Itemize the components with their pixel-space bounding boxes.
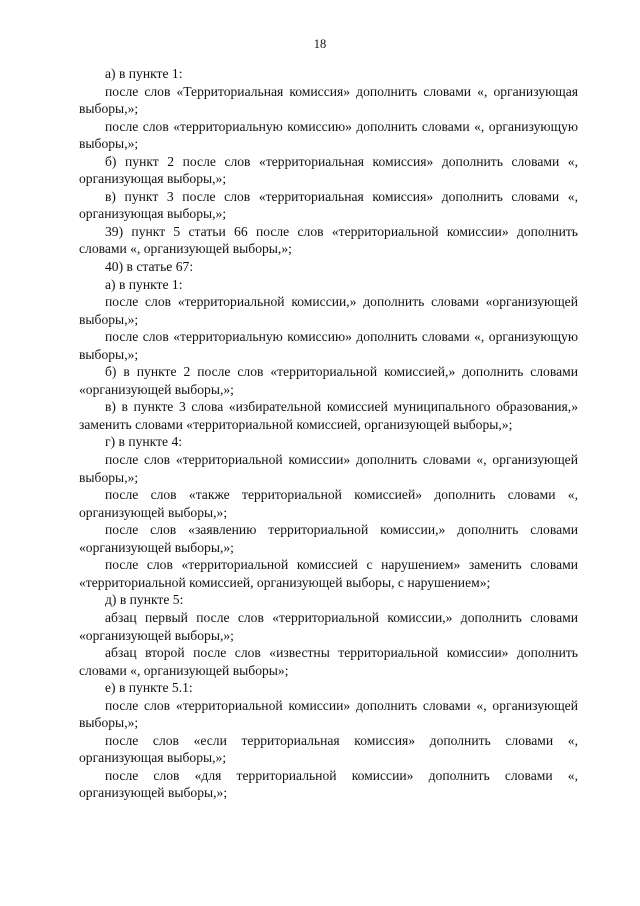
paragraph-item-40: 40) в статье 67:	[105, 259, 194, 275]
paragraph: после слов «территориальную комиссию» дополнить словами «, организующую выборы,»;	[79, 118, 578, 152]
paragraph-a-point-1: а) в пункте 1:	[105, 276, 183, 292]
paragraph: после слов «территориальной комиссии» дополнить словами «, организующей выборы,»;	[79, 452, 578, 485]
paragraph: после слов «если территориальная комиссия» дополнить словами «, организующая выборы,»;	[79, 732, 578, 766]
paragraph: после слов «территориальную комиссию» дополнить словами «, организующую выборы,»;	[79, 329, 578, 362]
page-number: 18	[313, 37, 327, 51]
document-body	[79, 65, 578, 802]
paragraph: после слов «для территориальной комиссии» дополнить словами «, организующей выборы,»;	[79, 767, 578, 801]
paragraph: после слов «территориальной комиссией с нарушением» заменить словами «территориальной комиссией, организующей выборы, с нарушением»;	[79, 557, 578, 590]
paragraph: после слов «Территориальная комиссия» дополнить словами «, организующая выборы,»;	[79, 83, 578, 117]
paragraph-a-point-1: а) в пункте 1:	[105, 66, 183, 81]
paragraph-b-point-2: б) пункт 2 после слов «территориальная комиссия» дополнить словами «, организующая выборы,»;	[79, 153, 578, 187]
paragraph-v-point-3: в) в пункте 3 слова «избирательной комиссией муниципального образования,» заменить словами «территориальной комиссией, организующей выборы,»;	[79, 399, 578, 432]
paragraph-b-point-2: б) в пункте 2 после слов «территориальной комиссией,» дополнить словами «организующей выборы,»;	[79, 364, 578, 397]
paragraph: абзац второй после слов «известны территориальной комиссии» дополнить словами «, организующей выборы»;	[79, 645, 578, 678]
paragraph: после слов «территориальной комиссии» дополнить словами «, организующей выборы,»;	[79, 697, 578, 731]
paragraph-g-point-4: г) в пункте 4:	[105, 434, 183, 450]
paragraph: абзац первый после слов «территориальной комиссии,» дополнить словами «организующей выборы,»;	[79, 609, 578, 643]
paragraph: после слов «также территориальной комиссией» дополнить словами «, организующей выборы,»;	[79, 487, 578, 520]
paragraph-d-point-5: д) в пункте 5:	[105, 592, 184, 608]
paragraph: после слов «территориальной комиссии,» дополнить словами «организующей выборы,»;	[79, 294, 578, 327]
paragraph-v-point-3: в) пункт 3 после слов «территориальная комиссия» дополнить словами «, организующая выборы,»;	[79, 188, 578, 222]
paragraph-e-point-5-1: е) в пункте 5.1:	[105, 680, 193, 696]
paragraph-item-39: 39) пункт 5 статьи 66 после слов «территориальной комиссии» дополнить словами «, организующей выборы,»;	[79, 223, 578, 257]
paragraph: после слов «заявлению территориальной комиссии,» дополнить словами «организующей выборы,»;	[79, 522, 578, 555]
